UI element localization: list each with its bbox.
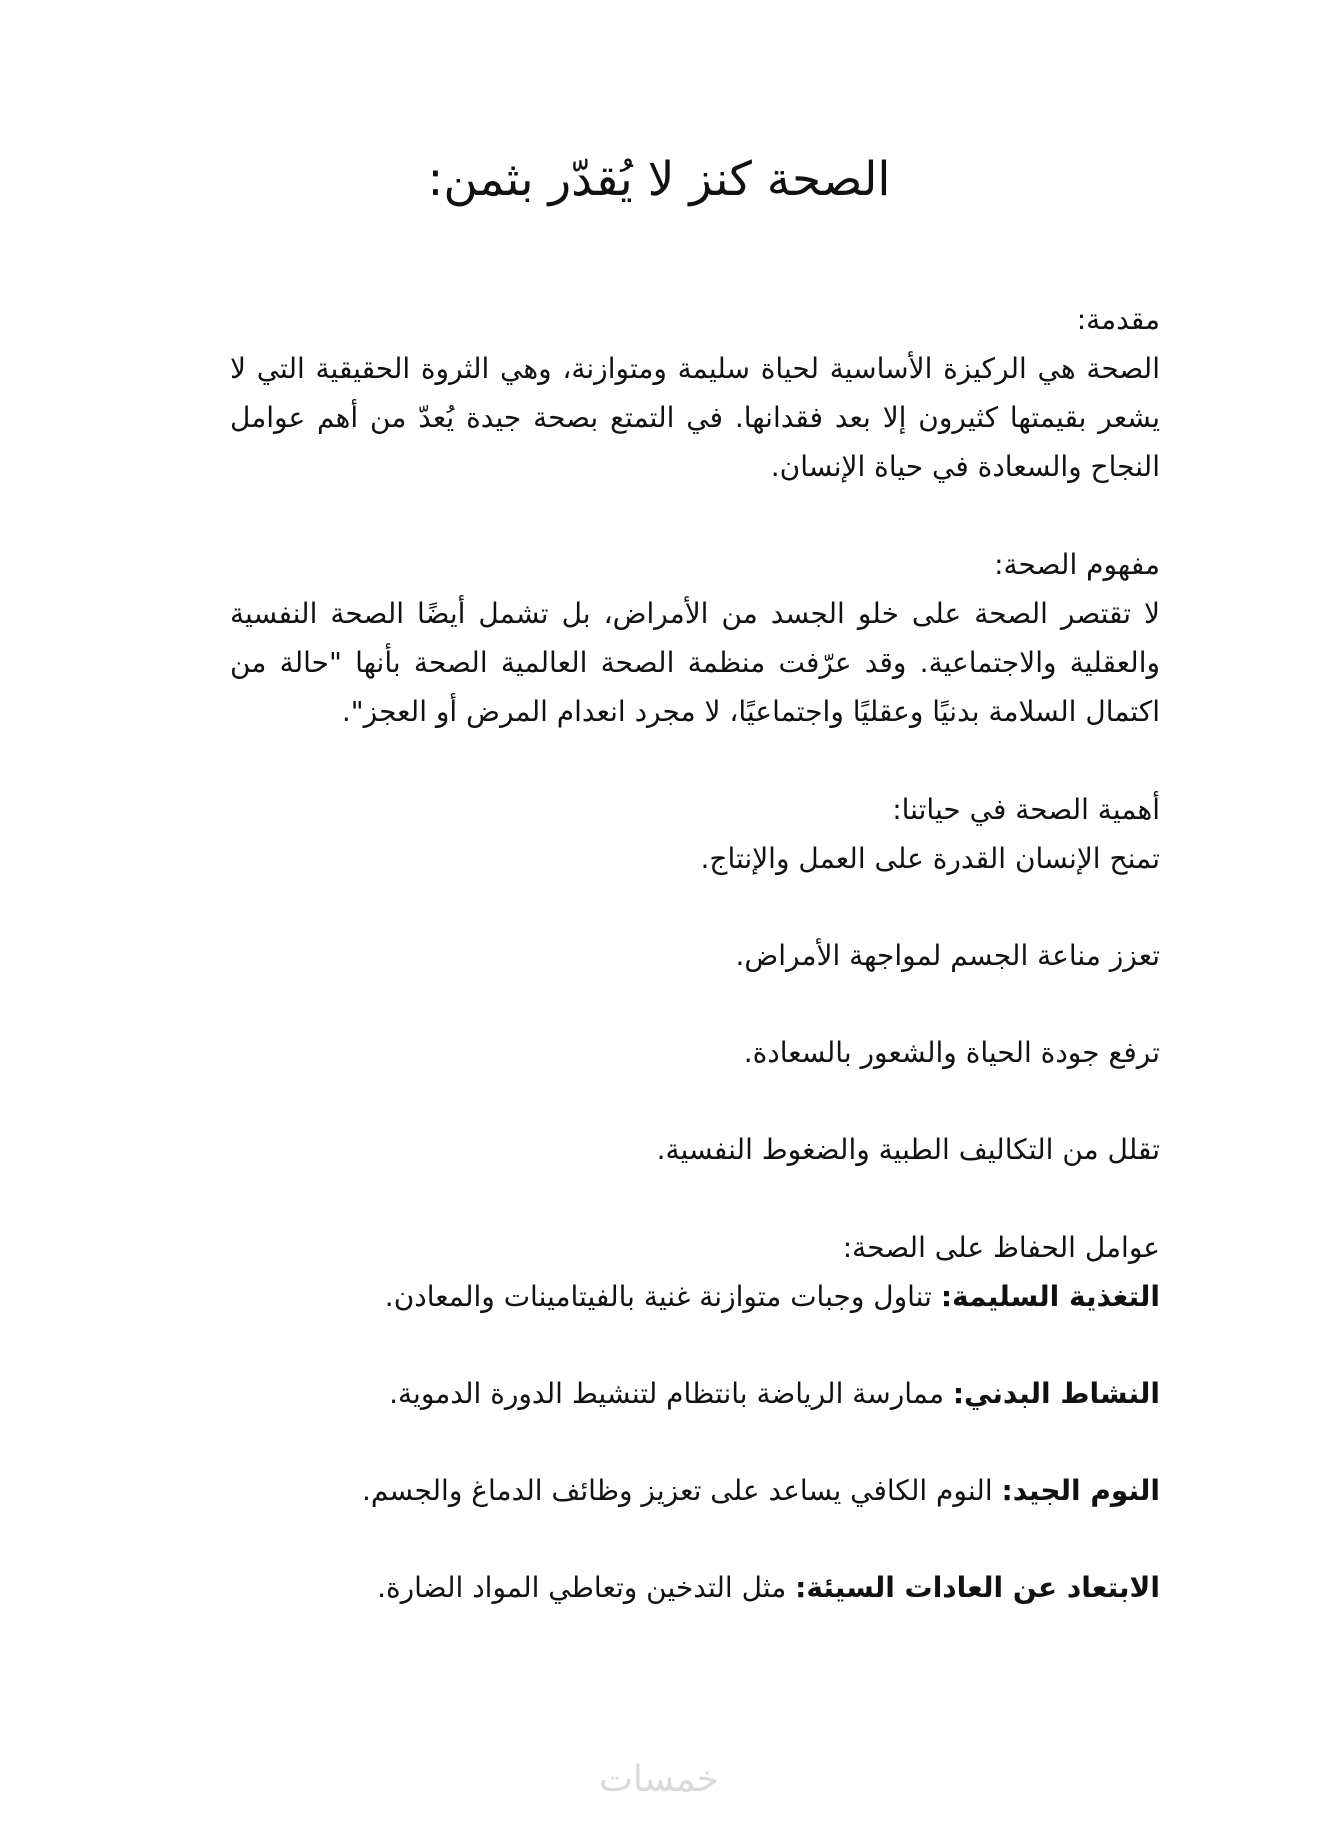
factors-heading: عوامل الحفاظ على الصحة: — [842, 1231, 1160, 1264]
importance-heading: أهمية الصحة في حياتنا: — [892, 793, 1160, 826]
intro-heading: مقدمة: — [1076, 303, 1160, 336]
factor-item — [230, 1563, 1160, 1612]
importance-item: تعزز مناعة الجسم لمواجهة الأمراض. — [735, 939, 1160, 972]
factor-item — [230, 1466, 1160, 1515]
watermark-logo: خمسات — [598, 1759, 720, 1800]
factor-text: مثل التدخين وتعاطي المواد الضارة. — [377, 1571, 796, 1604]
spacer — [230, 980, 1160, 1028]
spacer — [230, 1515, 1160, 1563]
spacer — [230, 883, 1160, 931]
factor-item — [230, 1369, 1160, 1418]
importance-item: تمنح الإنسان القدرة على العمل والإنتاج. — [700, 842, 1160, 875]
importance-item: ترفع جودة الحياة والشعور بالسعادة. — [743, 1036, 1160, 1069]
spacer — [230, 736, 1160, 785]
document-body — [230, 295, 1160, 1612]
concept-paragraph: لا تقتصر الصحة على خلو الجسد من الأمراض، بل تشمل أيضًا الصحة النفسية والعقلية والاجتماعية. وقد عرّفت منظمة الصحة العالمية الصحة بأنها "حالة من اكتمال السلامة بدنيًا وعقليًا واجتماعيًا، لا مجرد انعدام المرض أو العجز". — [230, 597, 1160, 728]
spacer — [230, 491, 1160, 540]
spacer — [230, 1321, 1160, 1369]
factor-label: النوم الجيد: — [1001, 1474, 1160, 1507]
factor-text: النوم الكافي يساعد على تعزيز وظائف الدماغ والجسم. — [361, 1474, 1002, 1507]
spacer — [230, 1174, 1160, 1223]
document-title: الصحة كنز لا يُقدّر بثمن: — [427, 152, 891, 207]
concept-heading: مفهوم الصحة: — [994, 548, 1160, 581]
factor-text: تناول وجبات متوازنة غنية بالفيتامينات والمعادن. — [384, 1280, 941, 1313]
importance-item: تقلل من التكاليف الطبية والضغوط النفسية. — [656, 1133, 1160, 1166]
factor-text: ممارسة الرياضة بانتظام لتنشيط الدورة الدموية. — [389, 1377, 953, 1410]
spacer — [230, 1077, 1160, 1125]
factor-label: التغذية السليمة: — [940, 1280, 1160, 1313]
factor-label: النشاط البدني: — [952, 1377, 1160, 1410]
factor-label: الابتعاد عن العادات السيئة: — [795, 1571, 1160, 1604]
intro-paragraph: الصحة هي الركيزة الأساسية لحياة سليمة ومتوازنة، وهي الثروة الحقيقية التي لا يشعر بقيمتها كثيرون إلا بعد فقدانها. في التمتع بصحة جيدة يُعدّ من أهم عوامل النجاح والسعادة في حياة الإنسان. — [230, 352, 1160, 483]
factor-item — [230, 1272, 1160, 1321]
spacer — [230, 1418, 1160, 1466]
